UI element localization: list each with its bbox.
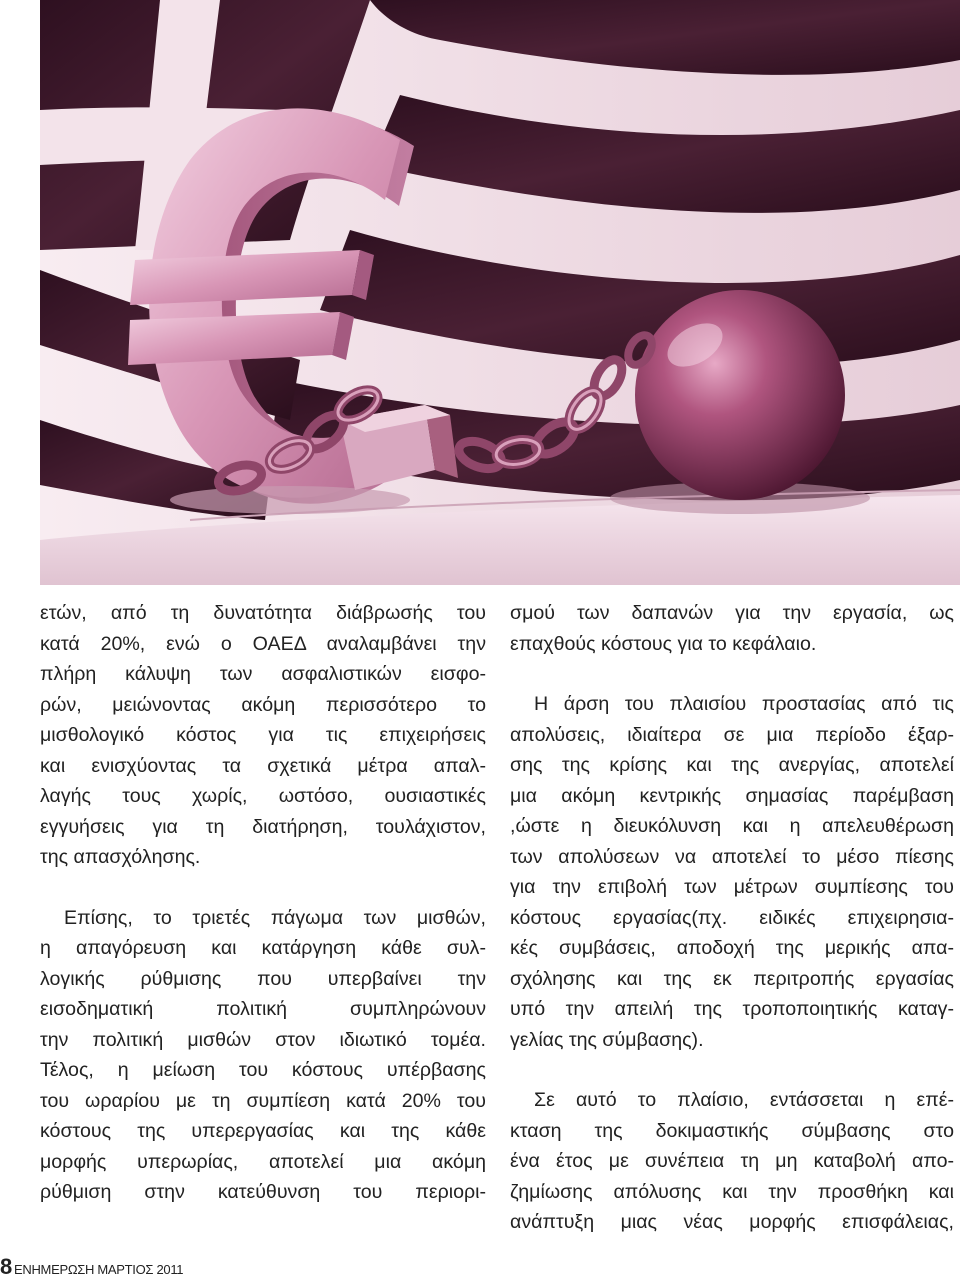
text-line: επαχθούς κόστους για το κεφάλαιο. [510, 632, 817, 655]
text-line: σης της κρίσης και της ανεργίας, αποτελεί [510, 754, 954, 776]
left-text-column [40, 598, 486, 1208]
text-line: ρύθμιση στην κατεύθυνση του περιορι- [40, 1181, 486, 1203]
text-line: λαγής τους χωρίς, ωστόσο, ουσιαστικές [40, 785, 486, 807]
text-line: της απασχόλησης. [40, 846, 201, 868]
text-line: των απολύσεων να αποτελεί το μέσο πίεσης [510, 845, 954, 868]
text-line: την πολιτική μισθών στον ιδιωτικό τομέα. [40, 1028, 486, 1051]
text-line: σμού των δαπανών για την εργασία, ως [510, 602, 954, 624]
text-line: μια ακόμη κεντρικής σημασίας παρέμβαση [510, 784, 954, 807]
text-line: και ενισχύοντας τα σχετικά μέτρα απαλ- [40, 754, 486, 777]
paragraph-wage-freeze [40, 903, 486, 1208]
text-line: Η άρση του πλαισίου προστασίας από τις [534, 693, 954, 715]
text-line: σχόλησης και της εκ περιτροπής εργασίας [510, 967, 954, 990]
text-line: Σε αυτό το πλαίσιο, εντάσσεται η επέ- [534, 1089, 954, 1111]
text-line: κόστους της υπερεργασίας και της κάθε [40, 1120, 486, 1142]
text-line: η απαγόρευση και κατάργηση κάθε συλ- [40, 937, 486, 959]
text-line: ετών, από τη δυνατότητα διάβρωσής του [40, 602, 486, 624]
text-line: κατά 20%, ενώ ο ΟΑΕΔ αναλαμβάνει την [40, 632, 486, 655]
text-line: ανάπτυξη μιας νέας μορφής επισφάλειας, [510, 1211, 954, 1233]
text-line: του ωραρίου με τη συμπίεση κατά 20% του [40, 1089, 486, 1112]
publication-title: ΕΝΗΜΕΡΩΣΗ ΜΑΡΤΙΟΣ 2011 [14, 1262, 184, 1277]
paragraph-dismissals [510, 689, 954, 1055]
paragraph-continued [510, 598, 954, 659]
text-line: εγγυήσεις για τη διατήρηση, τουλάχιστον, [40, 815, 486, 838]
text-line: Επίσης, το τριετές πάγωμα των μισθών, [64, 906, 486, 929]
text-line: απολύσεις, ιδιαίτερα σε μια περίοδο έξαρ- [510, 723, 954, 746]
text-line: υπό την απειλή της τροποποιητικής καταγ- [510, 998, 954, 1020]
text-line: ,ώστε η διευκόλυνση και η απελευθέρωση [510, 815, 954, 837]
text-line: ζημίωσης απόλυσης και την προσθήκη και [510, 1180, 954, 1203]
text-line: για την επιβολή των μέτρων συμπίεσης του [510, 876, 954, 898]
text-line: μισθολογικό κόστος για τις επιχειρήσεις [40, 724, 486, 746]
text-line: λογικής ρύθμισης που υπερβαίνει την [40, 967, 486, 990]
page-number: 8 [0, 1254, 13, 1279]
text-line: κόστους εργασίας(πχ. ειδικές επιχειρησια- [510, 906, 954, 929]
page-footer [0, 1254, 300, 1280]
text-line: εισοδηματική πολιτική συμπληρώνουν [40, 998, 486, 1020]
paragraph-trial-contract [510, 1085, 954, 1238]
text-line: Τέλος, η μείωση του κόστους υπέρβασης [40, 1059, 486, 1081]
text-line: γελίας της σύμβασης). [510, 1028, 704, 1051]
text-line: κές συμβάσεις, αποδοχή της μερικής απα- [510, 937, 954, 959]
text-line: ένα έτος με συνέπεια τη μη καταβολή απο- [510, 1150, 954, 1172]
text-line: μορφής υπερωρίας, αποτελεί μια ακόμη [40, 1150, 486, 1173]
text-line: ρών, μειώνοντας ακόμη περισσότερο το [40, 693, 486, 716]
right-text-column [510, 598, 954, 1238]
euro-ball-and-chain-illustration [40, 0, 960, 585]
text-line: πλήρη κάλυψη των ασφαλιστικών εισφο- [40, 663, 486, 685]
text-line: κταση της δοκιμαστικής σύμβασης στο [510, 1119, 954, 1142]
paragraph-continued [40, 598, 486, 873]
